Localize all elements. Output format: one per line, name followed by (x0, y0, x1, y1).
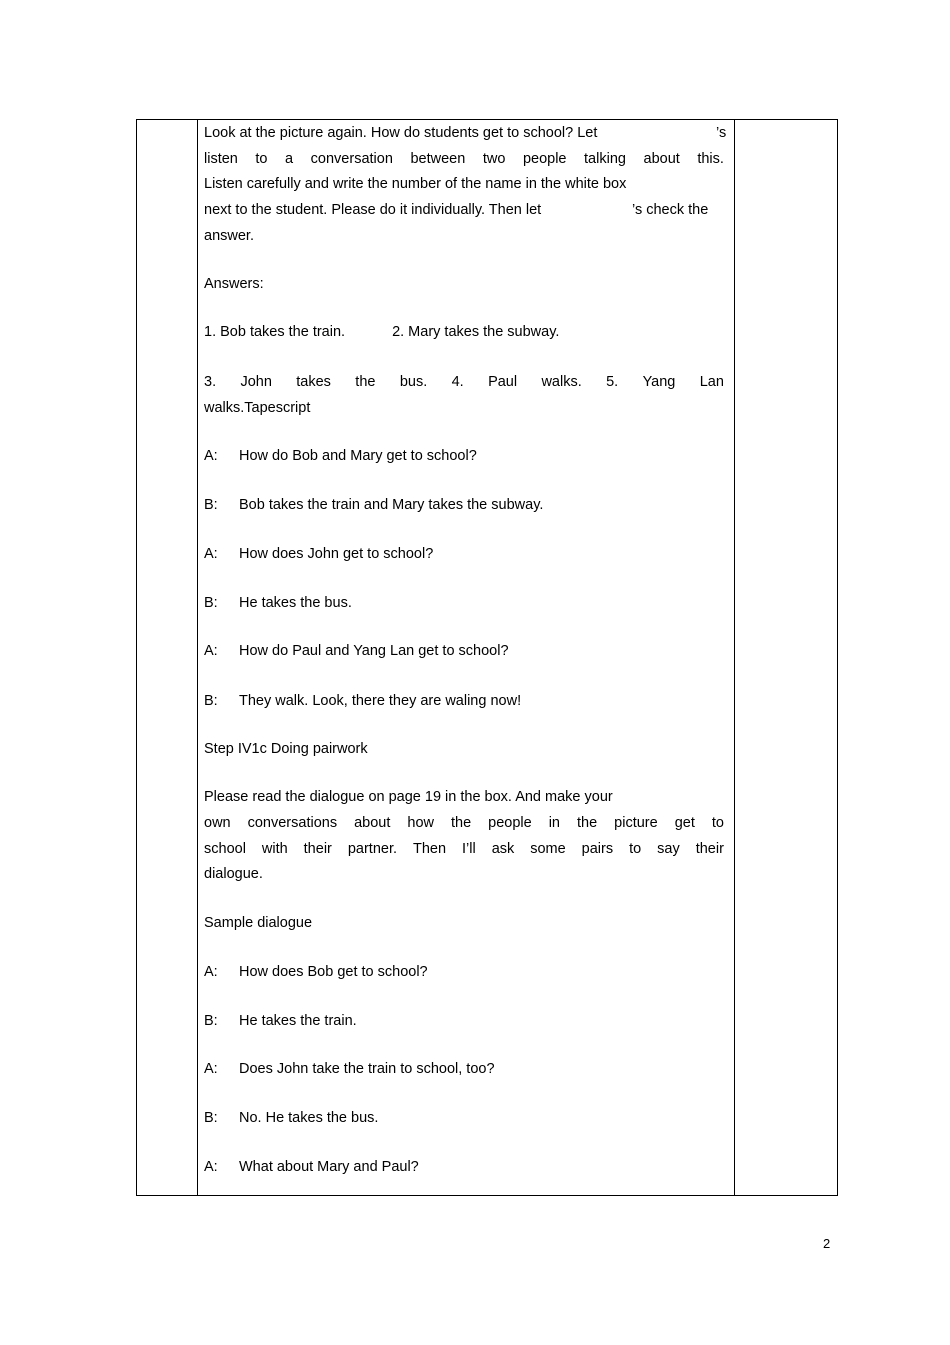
dialogue-line: B: He takes the train. (204, 1013, 357, 1029)
dialogue-line: A: How does Bob get to school? (204, 964, 428, 980)
word: the (577, 815, 598, 831)
word: Lan (699, 374, 724, 390)
word: listen (204, 151, 238, 167)
apostrophe-s: ’s (716, 125, 727, 141)
paragraph-line-justified (204, 836, 724, 862)
dialogue-line: A: Does John take the train to school, too? (204, 1061, 495, 1077)
dialogue-line: A: How do Paul and Yang Lan get to school? (204, 643, 509, 659)
paragraph-line-justified (204, 146, 724, 172)
dialogue-line: A: How do Bob and Mary get to school? (204, 448, 477, 464)
word: takes (296, 374, 331, 390)
dialogue-line: B: No. He takes the bus. (204, 1110, 379, 1126)
word: with (261, 841, 288, 857)
dialogue-line: A: What about Mary and Paul? (204, 1159, 419, 1175)
word: conversations (247, 815, 338, 831)
sample-heading: Sample dialogue (204, 915, 313, 931)
word: Paul (488, 374, 518, 390)
word: say (657, 841, 680, 857)
paragraph-line-justified (204, 810, 724, 836)
paragraph-line: Listen carefully and write the number of the name in the white box (204, 176, 627, 192)
answers-heading: Answers: (204, 276, 264, 292)
word: 5. (606, 374, 619, 390)
word: how (407, 815, 434, 831)
word: the (450, 815, 472, 831)
step-heading: Step IV1c Doing pairwork (204, 741, 368, 757)
word: some (530, 841, 566, 857)
word: Yang (642, 374, 676, 390)
word: in (548, 815, 560, 831)
word: pairs (581, 841, 614, 857)
word: two (482, 151, 506, 167)
word: picture (614, 815, 658, 831)
dialogue-line: B: Bob takes the train and Mary takes the subway. (204, 497, 544, 513)
word: 4. (451, 374, 464, 390)
word: their (303, 841, 332, 857)
word: this. (697, 151, 724, 167)
word: John (240, 374, 272, 390)
word: school (204, 841, 246, 857)
word: about (643, 151, 680, 167)
word: partner. (347, 841, 398, 857)
word: between (410, 151, 466, 167)
word: to (255, 151, 268, 167)
word: bus. (399, 374, 428, 390)
paragraph-line: Look at the picture again. How do students get to school? Let (204, 125, 598, 141)
word: to (629, 841, 642, 857)
dialogue-line: B: He takes the bus. (204, 595, 352, 611)
answers-line: walks.Tapescript (204, 400, 311, 416)
table-column-divider-left (197, 120, 198, 1195)
word: Then (412, 841, 447, 857)
answers-line-justified (204, 369, 724, 395)
word: about (354, 815, 391, 831)
word: 3. (204, 374, 217, 390)
word: conversation (310, 151, 393, 167)
dialogue-line: A: How does John get to school? (204, 546, 434, 562)
word: walks. (541, 374, 582, 390)
word: own (204, 815, 231, 831)
word: ask (491, 841, 515, 857)
word: to (711, 815, 724, 831)
table-column-divider-right (734, 120, 735, 1195)
word: talking (584, 151, 626, 167)
dialogue-line: B: They walk. Look, there they are waling now! (204, 693, 522, 709)
paragraph-line: Please read the dialogue on page 19 in the box. And make your (204, 789, 613, 805)
paragraph-line: dialogue. (204, 866, 263, 882)
word: people (522, 151, 567, 167)
word: a (285, 151, 294, 167)
answers-line: 1. Bob takes the train. 2. Mary takes the subway. (204, 324, 560, 340)
word: the (355, 374, 376, 390)
word: I’ll (462, 841, 476, 857)
word: get (674, 815, 695, 831)
word: people (488, 815, 532, 831)
paragraph-line: answer. (204, 228, 254, 244)
paragraph-line: next to the student. Please do it individually. Then let (204, 202, 542, 218)
page-number: 2 (823, 1236, 831, 1251)
apostrophe-s-check: ’s check the (632, 202, 709, 218)
word: their (695, 841, 724, 857)
